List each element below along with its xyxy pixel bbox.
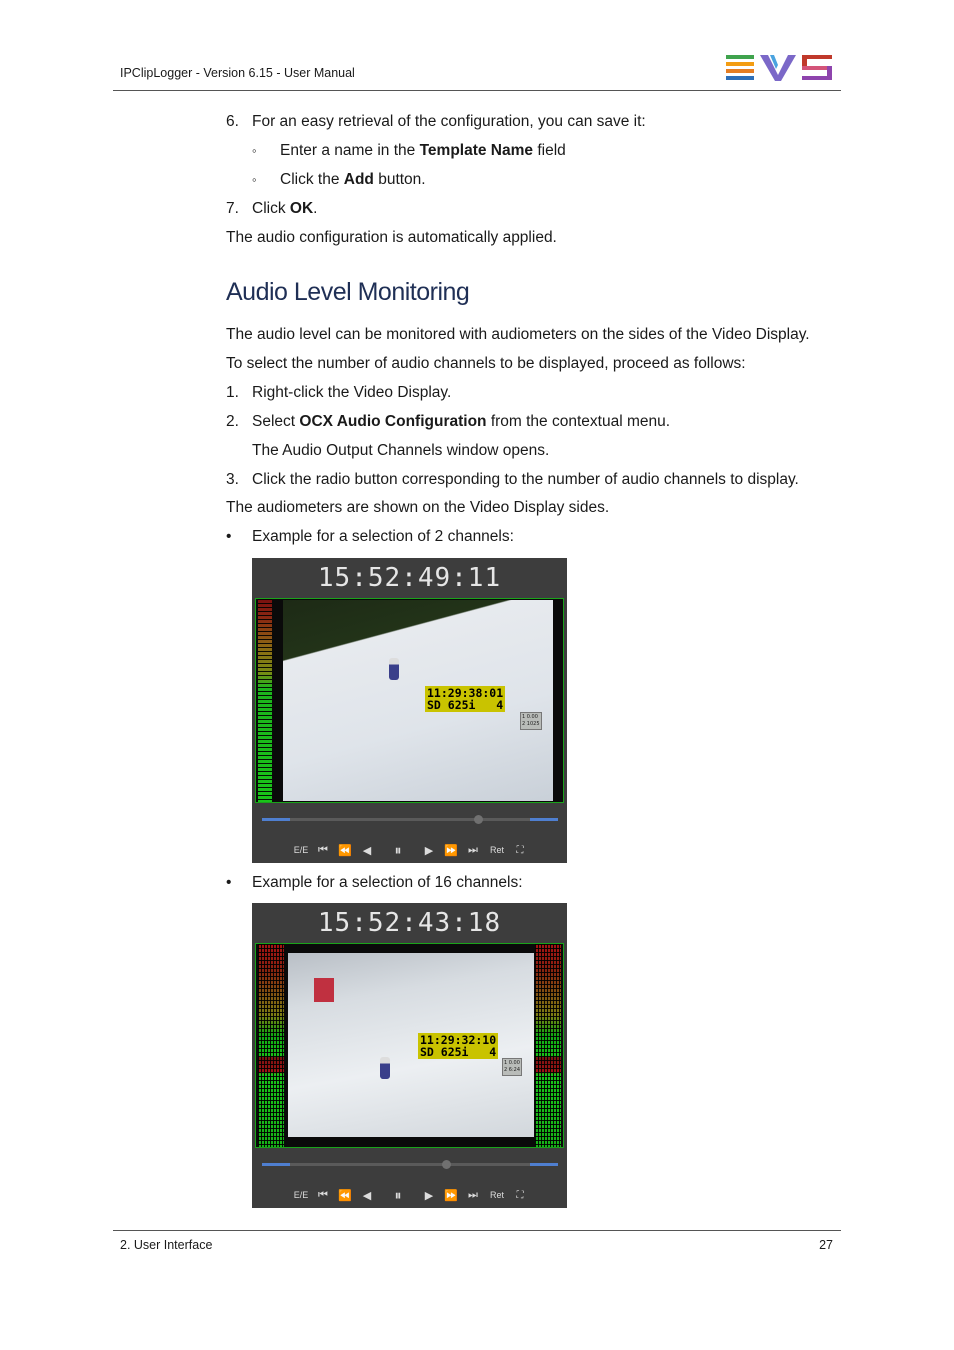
section-heading: Audio Level Monitoring (226, 278, 470, 306)
step-back-icon[interactable]: ◀ (362, 1189, 372, 1202)
footer-rule (113, 1230, 841, 1231)
mini-panel: 1 0.00 2 6:24 (502, 1058, 522, 1076)
skier (380, 1057, 390, 1079)
rewind-icon[interactable]: ⏪ (338, 1189, 352, 1202)
header-title: IPClipLogger - Version 6.15 - User Manual (120, 66, 355, 80)
fast-forward-icon[interactable]: ⏩ (444, 1189, 458, 1202)
return-button[interactable]: Ret (489, 1190, 504, 1200)
paragraph: To select the number of audio channels to be displayed, proceed as follows: (226, 355, 746, 372)
step-text: For an easy retrieval of the configuration, you can save it: (252, 113, 646, 130)
step-number: 1. (226, 384, 239, 401)
page-number: 27 (819, 1238, 833, 1252)
slider-knob[interactable] (474, 815, 483, 824)
osd-timecode: 11:29:38:01 SD 625i 4 (427, 686, 504, 712)
video-image (288, 953, 534, 1137)
pause-icon[interactable]: ⏸ (394, 841, 402, 858)
step-back-icon[interactable]: ◀ (362, 844, 372, 857)
sub-step-text: Click the Add button. (280, 171, 426, 188)
go-to-end-icon[interactable]: ⏭ (468, 843, 478, 856)
sub-step-text: Enter a name in the Template Name field (280, 142, 566, 159)
sub-bullet: ◦ (252, 172, 257, 187)
video-player-16ch[interactable] (252, 903, 567, 1208)
paragraph: The audiometers are shown on the Video Display sides. (226, 499, 610, 516)
step-number: 6. (226, 113, 239, 130)
timecode-display: 15:52:49:11 (317, 563, 502, 593)
step-forward-icon[interactable]: ▶ (424, 1189, 434, 1202)
go-to-end-icon[interactable]: ⏭ (468, 1188, 478, 1201)
step-text: Click the radio button corresponding to the number of audio channels to display. (252, 471, 799, 488)
transport-controls (290, 842, 535, 858)
gate-flag (314, 978, 334, 1002)
rewind-icon[interactable]: ⏪ (338, 844, 352, 857)
paragraph: The audio level can be monitored with audiometers on the sides of the Video Display. (226, 326, 810, 343)
bullet: • (226, 528, 232, 545)
footer-chapter: 2. User Interface (120, 1238, 213, 1252)
step-number: 3. (226, 471, 239, 488)
sub-bullet: ◦ (252, 143, 257, 158)
ee-button[interactable]: E/E (293, 845, 309, 855)
video-image (283, 600, 553, 801)
bullet-text: Example for a selection of 16 channels: (252, 874, 523, 891)
video-display[interactable] (255, 943, 564, 1148)
paragraph: The audio configuration is automatically applied. (226, 229, 557, 246)
fullscreen-icon[interactable]: ⛶ (516, 844, 524, 856)
video-display[interactable] (255, 598, 564, 803)
position-slider[interactable] (262, 818, 558, 821)
go-to-start-icon[interactable]: ⏮ (318, 1188, 328, 1201)
step-text: Click OK. (252, 200, 318, 217)
step-forward-icon[interactable]: ▶ (424, 844, 434, 857)
fullscreen-icon[interactable]: ⛶ (516, 1189, 524, 1201)
pause-icon[interactable]: ⏸ (394, 1186, 402, 1203)
step-number: 7. (226, 200, 239, 217)
skier (389, 658, 399, 680)
step-text: Select OCX Audio Configuration from the contextual menu. (252, 413, 671, 430)
step-result: The Audio Output Channels window opens. (252, 442, 550, 459)
fast-forward-icon[interactable]: ⏩ (444, 844, 458, 857)
transport-controls (290, 1187, 535, 1203)
ee-button[interactable]: E/E (293, 1190, 309, 1200)
header-rule (113, 90, 841, 91)
mini-panel: 1 0.00 2 1025 (520, 712, 542, 730)
step-number: 2. (226, 413, 239, 430)
timecode-display: 15:52:43:18 (317, 908, 502, 938)
bullet: • (226, 874, 232, 891)
video-player-2ch[interactable] (252, 558, 567, 863)
audio-meter-right (535, 944, 561, 1147)
slider-knob[interactable] (442, 1160, 451, 1169)
return-button[interactable]: Ret (489, 845, 504, 855)
go-to-start-icon[interactable]: ⏮ (318, 843, 328, 856)
audio-meter (258, 599, 272, 802)
step-text: Right-click the Video Display. (252, 384, 452, 401)
audio-meter-left (258, 944, 284, 1147)
osd-timecode: 11:29:32:10 SD 625i 4 (420, 1033, 497, 1059)
bullet-text: Example for a selection of 2 channels: (252, 528, 514, 545)
position-slider[interactable] (262, 1163, 558, 1166)
evs-logo (726, 53, 836, 83)
